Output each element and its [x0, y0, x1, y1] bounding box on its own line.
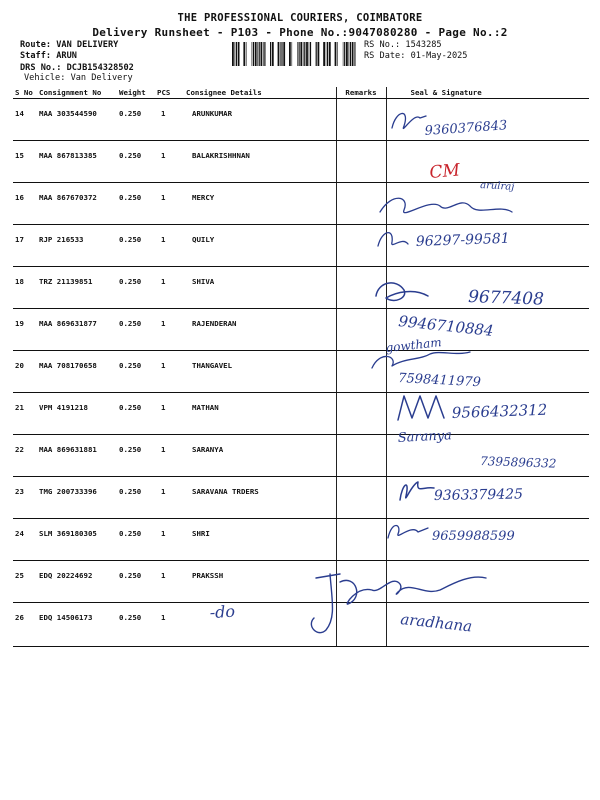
row-weight: 0.250 [117, 519, 155, 561]
rs-date: RS Date: 01-May-2025 [364, 51, 468, 61]
handwritten-phone-18: 9677408 [467, 287, 545, 310]
row-remarks [336, 351, 386, 393]
row-seal-signature [386, 393, 589, 435]
row-pcs: 1 [155, 561, 184, 603]
col-header-weight: Weight [117, 87, 155, 99]
table-row [13, 225, 589, 267]
handwritten-name-22: Saranya [397, 428, 453, 446]
row-consignee: RAJENDERAN [184, 309, 336, 351]
col-header-remarks: Remarks [336, 87, 386, 99]
row-consignee: THANGAVEL [184, 351, 336, 393]
row-remarks [336, 477, 386, 519]
row-consignee: MERCY [184, 183, 336, 225]
row-pcs: 1 [155, 309, 184, 351]
row-pcs: 1 [155, 519, 184, 561]
row-seal-signature [386, 309, 589, 351]
row-consignment-no: MAA 303544590 [37, 99, 117, 141]
table-row [13, 99, 589, 141]
runsheet-subtitle: Delivery Runsheet - P103 - Phone No.:9047080280 - Page No.:2 [92, 26, 508, 39]
runsheet-table [13, 87, 589, 647]
table-row [13, 183, 589, 225]
row-consignment-no: SLM 369180305 [37, 519, 117, 561]
row-consignee [184, 603, 336, 647]
vehicle-label: Vehicle: Van Delivery [24, 73, 133, 83]
handwritten-phone-24: 9659988599 [432, 529, 515, 544]
handwritten-phone-17: 96297-99581 [415, 230, 510, 250]
row-weight: 0.250 [117, 435, 155, 477]
row-remarks [336, 561, 386, 603]
row-remarks [336, 603, 386, 647]
row-consignment-no: MAA 867670372 [37, 183, 117, 225]
barcode-image [232, 42, 356, 66]
row-remarks [336, 309, 386, 351]
table-row [13, 351, 589, 393]
handwritten-do-26: -do [209, 601, 236, 622]
row-seal-signature [386, 603, 589, 647]
row-consignment-no: MAA 867813385 [37, 141, 117, 183]
row-weight: 0.250 [117, 225, 155, 267]
col-header-sno: S No [13, 87, 37, 99]
row-consignment-no: VPM 4191218 [37, 393, 117, 435]
row-sno: 14 [13, 99, 37, 141]
row-consignment-no: TMG 200733396 [37, 477, 117, 519]
table-row [13, 435, 589, 477]
row-consignee: SHRI [184, 519, 336, 561]
col-header-consignee: Consignee Details [184, 87, 336, 99]
handwritten-phone-20: 7598411979 [397, 371, 482, 391]
table-row [13, 141, 589, 183]
row-sno: 16 [13, 183, 37, 225]
row-sno: 25 [13, 561, 37, 603]
company-title: THE PROFESSIONAL COURIERS, COIMBATORE [177, 12, 423, 24]
row-consignment-no: EDQ 14506173 [37, 603, 117, 647]
row-consignee: QUILY [184, 225, 336, 267]
row-seal-signature [386, 435, 589, 477]
row-seal-signature [386, 99, 589, 141]
row-consignee: SARANYA [184, 435, 336, 477]
table-row [13, 309, 589, 351]
row-consignee: SARAVANA TRDERS [184, 477, 336, 519]
row-consignee: MATHAN [184, 393, 336, 435]
row-consignment-no: EDQ 20224692 [37, 561, 117, 603]
row-seal-signature [386, 519, 589, 561]
staff-label: Staff: ARUN [20, 51, 77, 61]
row-sno: 23 [13, 477, 37, 519]
row-pcs: 1 [155, 393, 184, 435]
row-weight: 0.250 [117, 309, 155, 351]
row-seal-signature [386, 183, 589, 225]
row-weight: 0.250 [117, 393, 155, 435]
row-remarks [336, 183, 386, 225]
row-consignee: SHIVA [184, 267, 336, 309]
row-pcs: 1 [155, 99, 184, 141]
row-pcs: 1 [155, 225, 184, 267]
row-sno: 18 [13, 267, 37, 309]
col-header-pcs: PCS [155, 87, 184, 99]
row-consignment-no: RJP 216533 [37, 225, 117, 267]
handwritten-initials-16: CM [428, 160, 461, 183]
row-weight: 0.250 [117, 183, 155, 225]
row-weight: 0.250 [117, 141, 155, 183]
row-sno: 17 [13, 225, 37, 267]
row-remarks [336, 99, 386, 141]
row-remarks [336, 225, 386, 267]
row-pcs: 1 [155, 477, 184, 519]
table-row [13, 477, 589, 519]
row-remarks [336, 393, 386, 435]
row-seal-signature [386, 351, 589, 393]
row-pcs: 1 [155, 603, 184, 647]
row-pcs: 1 [155, 351, 184, 393]
table-row [13, 393, 589, 435]
table-row [13, 561, 589, 603]
row-weight: 0.250 [117, 267, 155, 309]
handwritten-phone-23: 9363379425 [433, 486, 524, 504]
row-weight: 0.250 [117, 561, 155, 603]
row-sno: 19 [13, 309, 37, 351]
table-row [13, 603, 589, 647]
row-remarks [336, 141, 386, 183]
handwritten-phone-19: 9946710884 [397, 312, 495, 340]
row-pcs: 1 [155, 141, 184, 183]
rs-number: RS No.: 1543285 [364, 40, 442, 50]
table-header-row [13, 87, 589, 99]
row-seal-signature [386, 561, 589, 603]
row-pcs: 1 [155, 267, 184, 309]
row-consignee: ARUNKUMAR [184, 99, 336, 141]
handwritten-name-26: aradhana [399, 610, 473, 636]
handwritten-name-19: gowtham [384, 335, 443, 355]
handwritten-phone-14: 9360376843 [424, 118, 508, 139]
handwritten-name-16: arulraj [479, 180, 515, 193]
row-seal-signature [386, 225, 589, 267]
handwritten-phone-22: 7395896332 [479, 454, 557, 471]
col-header-signature: Seal & Signature [386, 87, 589, 99]
row-seal-signature [386, 477, 589, 519]
row-pcs: 1 [155, 183, 184, 225]
row-remarks [336, 267, 386, 309]
row-weight: 0.250 [117, 351, 155, 393]
row-consignment-no: MAA 708170658 [37, 351, 117, 393]
row-remarks [336, 435, 386, 477]
row-sno: 15 [13, 141, 37, 183]
row-weight: 0.250 [117, 603, 155, 647]
row-sno: 22 [13, 435, 37, 477]
row-consignment-no: TRZ 21139851 [37, 267, 117, 309]
row-sno: 24 [13, 519, 37, 561]
row-sno: 20 [13, 351, 37, 393]
table-row [13, 267, 589, 309]
row-consignee: BALAKRISHHNAN [184, 141, 336, 183]
row-remarks [336, 519, 386, 561]
table-row [13, 519, 589, 561]
row-seal-signature [386, 267, 589, 309]
drs-number: DRS No.: DCJB154328502 [20, 63, 134, 73]
row-sno: 26 [13, 603, 37, 647]
row-weight: 0.250 [117, 99, 155, 141]
row-consignee: PRAKSSH [184, 561, 336, 603]
col-header-consignment: Consignment No [37, 87, 117, 99]
row-pcs: 1 [155, 435, 184, 477]
row-weight: 0.250 [117, 477, 155, 519]
row-seal-signature [386, 141, 589, 183]
row-sno: 21 [13, 393, 37, 435]
row-consignment-no: MAA 869631881 [37, 435, 117, 477]
handwritten-phone-21: 9566432312 [451, 400, 548, 422]
route-label: Route: VAN DELIVERY [20, 40, 119, 50]
row-consignment-no: MAA 869631877 [37, 309, 117, 351]
